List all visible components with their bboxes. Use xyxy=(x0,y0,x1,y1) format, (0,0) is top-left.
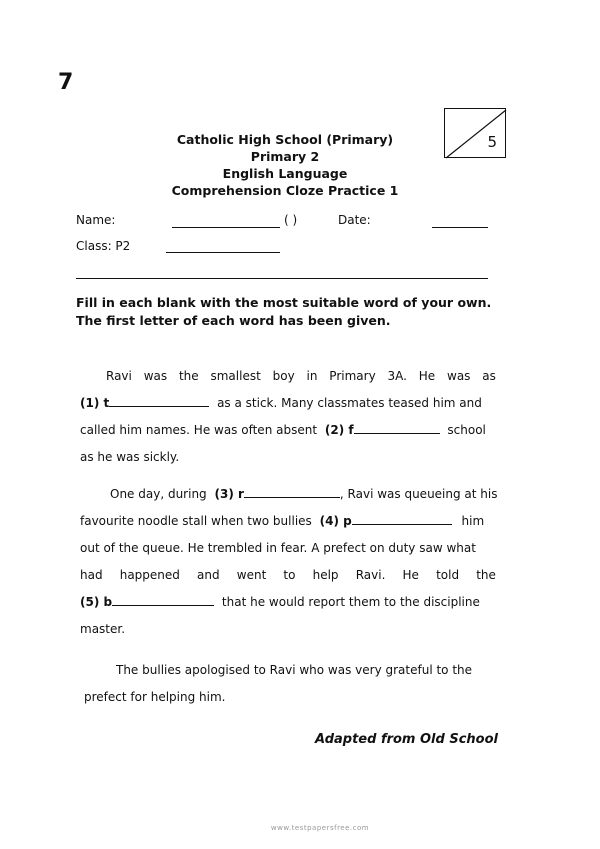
score-diagonal xyxy=(445,109,507,159)
p3-line-1: The bullies apologised to Ravi who was very grateful to the xyxy=(116,663,473,677)
p1-line-2: (1) t as a stick. Many classmates teased him and xyxy=(80,396,482,410)
level: Primary 2 xyxy=(250,149,320,164)
score-value: 5 xyxy=(487,133,497,151)
paper-header xyxy=(150,131,420,199)
blank-1-number: (1) t xyxy=(80,396,110,410)
paper-title: Comprehension Cloze Practice 1 xyxy=(171,183,399,198)
date-label: Date: xyxy=(338,213,371,227)
p2-line-6: master. xyxy=(80,622,126,636)
index-paren: ( ) xyxy=(284,213,298,227)
page-number: 7 xyxy=(58,70,74,95)
blank-4-number: (4) p xyxy=(319,514,352,528)
source-attribution: Adapted from Old School xyxy=(315,732,498,747)
class-label: Class: P2 xyxy=(76,239,131,253)
blank-2[interactable] xyxy=(354,433,440,434)
name-label: Name: xyxy=(76,213,116,227)
class-field[interactable] xyxy=(166,252,280,253)
header-divider xyxy=(76,278,488,279)
blank-1[interactable] xyxy=(109,406,209,407)
instructions: Fill in each blank with the most suitable word of your own. The first letter of each word has been given. xyxy=(76,295,492,328)
subject: English Language xyxy=(222,166,348,181)
blank-5-number: (5) b xyxy=(80,595,113,609)
footer-watermark: www.testpapersfree.com xyxy=(270,824,370,832)
p1-line-4: as he was sickly. xyxy=(80,450,180,464)
p2-line-2: favourite noodle stall when two bullies (4) p him xyxy=(80,514,485,528)
score-box xyxy=(444,108,506,158)
date-field[interactable] xyxy=(432,227,488,228)
p1-line-3: called him names. He was often absent (2) f school xyxy=(80,423,486,437)
school-name: Catholic High School (Primary) xyxy=(176,132,394,147)
blank-3-number: (3) r xyxy=(214,487,244,501)
p2-line-3: out of the queue. He trembled in fear. A prefect on duty saw what xyxy=(80,541,476,555)
blank-2-number: (2) f xyxy=(324,423,354,437)
p3-line-2: prefect for helping him. xyxy=(84,690,226,704)
blank-4[interactable] xyxy=(352,524,452,525)
p2-line-4: had happened and went to help Ravi. He told the xyxy=(80,568,496,582)
p2-line-5: (5) b that he would report them to the discipline xyxy=(80,595,480,609)
blank-3[interactable] xyxy=(244,497,340,498)
name-field[interactable] xyxy=(172,227,280,228)
p1-line-1: Ravi was the smallest boy in Primary 3A. He was as xyxy=(106,369,496,383)
p2-line-1: One day, during (3) r , Ravi was queueing at his xyxy=(110,487,498,501)
blank-5[interactable] xyxy=(112,605,214,606)
